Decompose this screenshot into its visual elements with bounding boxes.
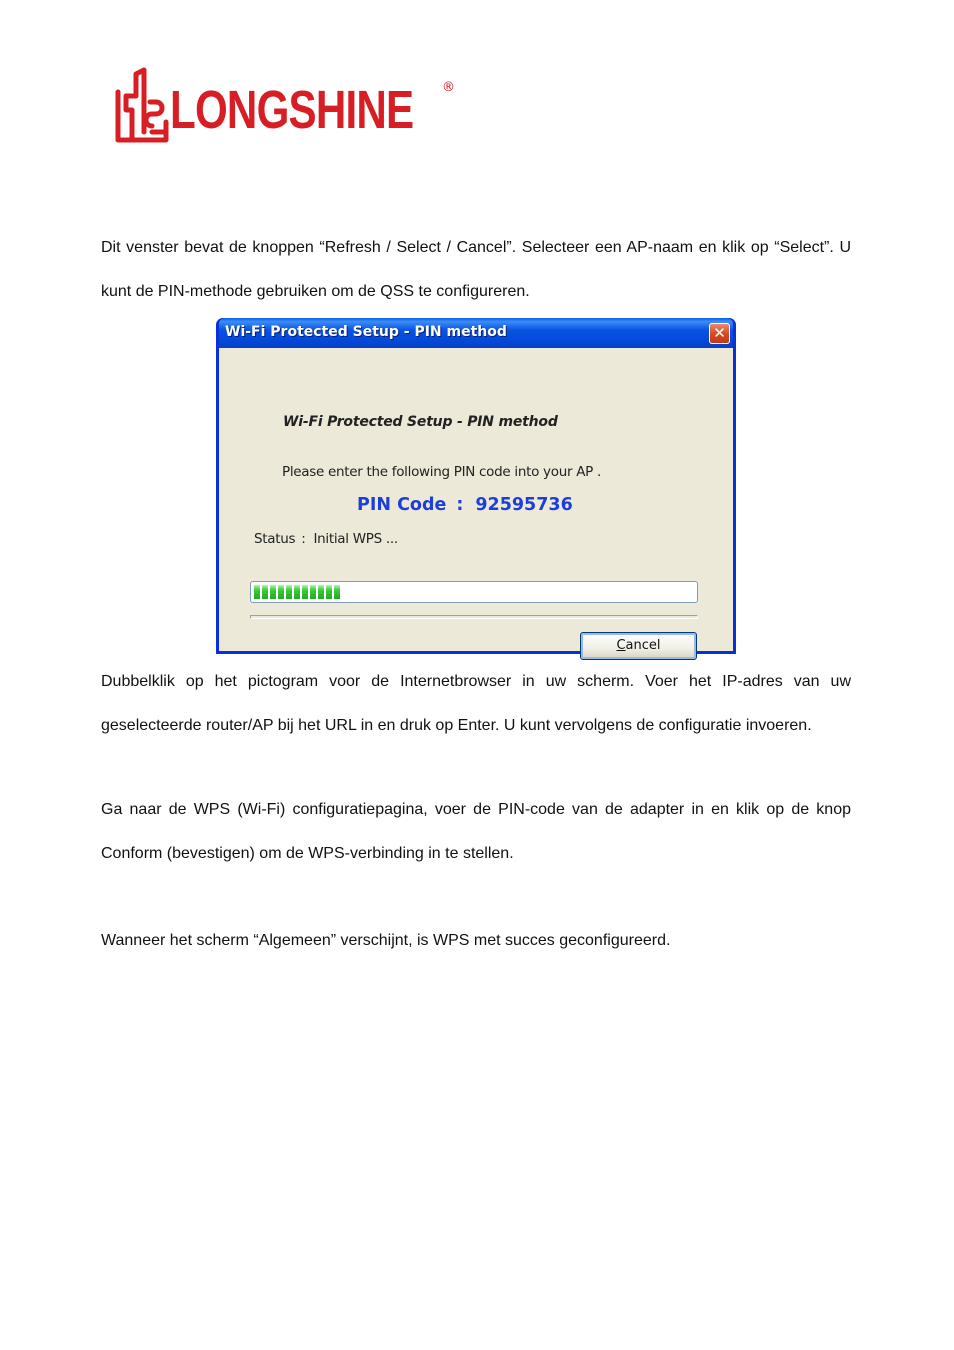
brand-name: LONGSHINE — [170, 80, 414, 140]
cancel-button[interactable] — [580, 632, 697, 660]
pin-code-label: PIN Code — [357, 495, 447, 515]
intro-paragraph: Dit venster bevat de knoppen “Refresh / Select / Cancel”. Selecteer een AP-naam en klik op “Select”. U kunt de PIN-methode gebruiken om de QSS te configureren. — [101, 239, 851, 300]
progress-fill-blocks — [253, 585, 341, 599]
cancel-mnemonic: C — [616, 638, 626, 653]
pin-code-value: 92595736 — [475, 495, 573, 515]
dialog-divider — [250, 615, 698, 619]
dialog-heading: Wi-Fi Protected Setup - PIN method — [283, 414, 558, 430]
pin-instruction: Please enter the following PIN code into your AP . — [282, 464, 601, 480]
wps-config-paragraph: Ga naar de WPS (Wi-Fi) configuratiepagina, voer de PIN-code van de adapter in en klik op de knop Conform (bevestigen) om de WPS-verbinding in te stellen. — [101, 801, 851, 862]
pin-code-row — [357, 495, 573, 515]
dialog-body — [219, 348, 733, 651]
cancel-label: ancel — [625, 638, 661, 653]
close-icon: ✕ — [713, 324, 726, 342]
longshine-logo — [112, 66, 462, 146]
status-row — [254, 531, 398, 547]
browser-instructions-paragraph: Dubbelklik op het pictogram voor de Internetbrowser in uw scherm. Voer het IP-adres van uw geselecteerde router/AP bij het URL in en druk op Enter. U kunt vervolgens de configuratie invoeren. — [101, 673, 851, 734]
success-paragraph: Wanneer het scherm “Algemeen” verschijnt, is WPS met succes geconfigureerd. — [101, 932, 671, 949]
progress-fill — [253, 585, 341, 599]
pin-code-separator: : — [456, 495, 464, 515]
status-value: Initial WPS ... — [313, 531, 398, 547]
status-separator: : — [301, 531, 306, 547]
wps-progress-bar — [250, 581, 698, 603]
registered-mark: ® — [442, 80, 455, 95]
dialog-title: Wi-Fi Protected Setup - PIN method — [225, 324, 507, 340]
status-label: Status — [254, 531, 296, 547]
dialog-titlebar[interactable] — [219, 318, 733, 348]
wps-pin-dialog — [216, 318, 736, 654]
close-button[interactable] — [709, 323, 730, 344]
longshine-emblem-icon — [112, 66, 172, 146]
